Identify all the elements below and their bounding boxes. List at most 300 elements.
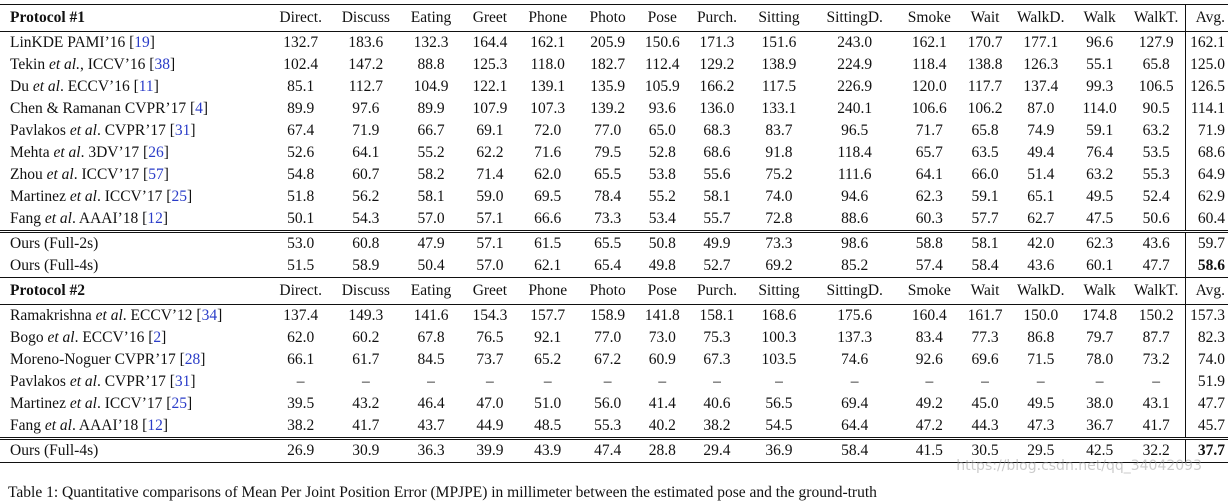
ours-row — [0, 232, 1228, 256]
protocol2-column-header: Photo — [578, 278, 637, 305]
error-value: 85.2 — [841, 257, 869, 274]
method-bracket: ] — [186, 395, 193, 412]
method-venue: . AAAI’18 [ — [72, 417, 148, 434]
method-text: Tekin — [10, 56, 49, 73]
average-value: 62.9 — [1186, 186, 1228, 208]
error-value: – — [925, 373, 934, 390]
error-value: 224.9 — [837, 56, 873, 73]
method-bracket: ] — [163, 144, 169, 161]
error-value: 106.6 — [911, 100, 947, 117]
error-value: 137.4 — [1023, 78, 1059, 95]
error-value: 73.0 — [648, 329, 676, 346]
error-value: 240.1 — [837, 100, 873, 117]
error-value: 84.5 — [417, 351, 445, 368]
error-value: 51.0 — [534, 395, 562, 412]
table-row — [0, 120, 1228, 142]
error-value: 139.2 — [590, 100, 626, 117]
error-value: 44.9 — [476, 417, 504, 434]
error-value: 106.5 — [1138, 78, 1174, 95]
average-value: 114.1 — [1186, 98, 1228, 120]
error-value: 92.6 — [915, 351, 943, 368]
error-value: 61.5 — [517, 232, 578, 256]
error-value: 138.9 — [761, 56, 797, 73]
method-name — [0, 415, 269, 439]
error-value: 104.9 — [413, 78, 449, 95]
method-et-al: et al — [53, 144, 81, 161]
error-value: – — [1095, 373, 1104, 390]
method-text: Moreno-Noguer CVPR’17 [ — [10, 351, 185, 368]
method-bracket: ] — [162, 210, 169, 227]
protocol1-title: Protocol #1 — [0, 5, 269, 32]
error-value: 141.8 — [637, 305, 687, 328]
method-et-al: et al — [69, 122, 97, 139]
method-name — [0, 349, 269, 371]
error-value: 132.3 — [400, 32, 463, 55]
error-value: 65.8 — [1142, 56, 1170, 73]
method-venue: . ICCV’17 [ — [73, 166, 149, 183]
average-value: 59.7 — [1186, 232, 1228, 256]
error-value: 117.5 — [761, 78, 797, 95]
error-value: 62.3 — [1072, 232, 1127, 256]
method-text: Ramakrishna — [10, 307, 96, 324]
error-value: 54.5 — [765, 417, 793, 434]
protocol2-column-header: Purch. — [688, 278, 747, 305]
error-value: 77.0 — [594, 122, 622, 139]
error-value: 138.8 — [967, 56, 1003, 73]
error-value: 42.5 — [1072, 439, 1127, 463]
error-value: 71.4 — [476, 166, 504, 183]
error-value: 51.5 — [287, 257, 315, 274]
error-value: 51.4 — [1027, 166, 1055, 183]
protocol2-column-header: WalkD. — [1009, 278, 1072, 305]
error-value: 136.0 — [699, 100, 735, 117]
protocol1-column-header: WalkT. — [1127, 5, 1186, 32]
method-et-al: et al — [32, 78, 60, 95]
error-value: 72.0 — [534, 122, 562, 139]
error-value: 68.6 — [703, 144, 731, 161]
error-value: 175.6 — [812, 305, 898, 328]
error-value: 106.2 — [967, 100, 1003, 117]
error-value: 126.3 — [1023, 56, 1059, 73]
error-value: – — [361, 373, 370, 390]
table-row — [0, 32, 1228, 55]
error-value: 45.0 — [971, 395, 999, 412]
method-text: Fang — [10, 417, 45, 434]
method-text: Mehta — [10, 144, 54, 161]
protocol1-column-header: Avg. — [1186, 5, 1228, 32]
error-value: 92.1 — [534, 329, 562, 346]
error-value: 63.2 — [1142, 122, 1170, 139]
error-value: 91.8 — [765, 144, 793, 161]
average-value: 157.3 — [1186, 305, 1228, 328]
error-value: 60.1 — [1086, 257, 1114, 274]
error-value: 62.0 — [287, 329, 315, 346]
citation-link[interactable]: 2 — [153, 329, 162, 346]
error-value: 62.3 — [915, 188, 943, 205]
protocol1-column-header: Pose — [637, 5, 687, 32]
table-row — [0, 415, 1228, 439]
citation-link[interactable]: 57 — [148, 166, 164, 183]
error-value: 44.3 — [971, 417, 999, 434]
error-value: 52.8 — [648, 144, 676, 161]
error-value: 117.7 — [967, 78, 1003, 95]
error-value: 55.6 — [703, 166, 731, 183]
error-value: 93.6 — [648, 100, 676, 117]
citation-link[interactable]: 25 — [171, 188, 187, 205]
citation-link[interactable]: 34 — [201, 307, 218, 324]
error-value: 57.1 — [463, 232, 518, 256]
method-name — [0, 142, 269, 164]
error-value: 168.6 — [746, 305, 811, 328]
citation-link[interactable]: 38 — [154, 56, 170, 73]
method-et-al: et al — [47, 329, 75, 346]
error-value: 120.0 — [911, 78, 947, 95]
method-bracket: ] — [202, 100, 209, 117]
error-value: 52.4 — [1142, 188, 1170, 205]
error-value: 150.2 — [1127, 305, 1186, 328]
error-value: 87.7 — [1142, 329, 1170, 346]
error-value: 42.0 — [1009, 232, 1072, 256]
error-value: 65.5 — [578, 232, 637, 256]
error-value: 64.4 — [841, 417, 869, 434]
error-value: 79.7 — [1086, 329, 1114, 346]
average-value: 37.7 — [1186, 439, 1228, 463]
error-value: 226.9 — [837, 78, 873, 95]
error-value: 55.2 — [648, 188, 676, 205]
protocol1-column-header: Direct. — [269, 5, 332, 32]
citation-link[interactable]: 25 — [171, 395, 187, 412]
error-value: 83.7 — [765, 122, 793, 139]
protocol1-column-header: Phone — [517, 5, 578, 32]
average-value: 60.4 — [1186, 208, 1228, 232]
method-bracket: ] — [186, 188, 193, 205]
method-bracket: ] — [162, 417, 169, 434]
error-value: – — [427, 373, 435, 390]
error-value: 43.9 — [517, 439, 578, 463]
error-value: 68.3 — [703, 122, 731, 139]
error-value: 66.1 — [287, 351, 315, 368]
error-value: 100.3 — [761, 329, 797, 346]
error-value: 170.7 — [961, 32, 1009, 55]
error-value: 76.5 — [476, 329, 504, 346]
error-value: 74.6 — [841, 351, 869, 368]
method-et-al: et al — [46, 166, 74, 183]
error-value: 62.1 — [534, 257, 562, 274]
error-value: 47.7 — [1142, 257, 1170, 274]
method-venue: . 3DV’17 [ — [80, 144, 149, 161]
method-text: Pavlakos — [10, 122, 70, 139]
method-name — [0, 371, 269, 393]
table-row — [0, 164, 1228, 186]
error-value: 127.9 — [1127, 32, 1186, 55]
error-value: 96.5 — [841, 122, 869, 139]
citation-link[interactable]: 12 — [147, 417, 163, 434]
error-value: 50.8 — [637, 232, 687, 256]
method-name — [0, 208, 269, 232]
average-value: 64.9 — [1186, 164, 1228, 186]
error-value: 30.5 — [961, 439, 1009, 463]
error-value: 46.4 — [417, 395, 445, 412]
error-value: 65.7 — [915, 144, 943, 161]
ours-row — [0, 255, 1228, 278]
method-name: Ours (Full-2s) — [0, 232, 269, 256]
error-value: 63.5 — [971, 144, 999, 161]
error-value: 65.1 — [1027, 188, 1055, 205]
error-value: 76.4 — [1086, 144, 1114, 161]
error-value: 147.2 — [348, 56, 384, 73]
error-value: 112.7 — [348, 78, 384, 95]
error-value: 65.5 — [594, 166, 622, 183]
error-value: 114.0 — [1082, 100, 1117, 117]
error-value: 171.3 — [688, 32, 747, 55]
error-value: 49.2 — [915, 395, 943, 412]
error-value: 60.7 — [352, 166, 380, 183]
error-value: 73.7 — [476, 351, 504, 368]
error-value: 49.9 — [688, 232, 747, 256]
error-value: 182.7 — [590, 56, 626, 73]
method-name — [0, 76, 269, 98]
protocol2-column-header: Eating — [400, 278, 463, 305]
error-value: 174.8 — [1072, 305, 1127, 328]
error-value: 154.3 — [463, 305, 518, 328]
citation-link[interactable]: 26 — [148, 144, 164, 161]
error-value: 99.3 — [1086, 78, 1114, 95]
citation-link[interactable]: 19 — [134, 34, 150, 51]
method-et-al: et al. — [48, 56, 80, 73]
average-value: 71.9 — [1186, 120, 1228, 142]
protocol1-header-row — [0, 5, 1228, 32]
error-value: 60.8 — [332, 232, 399, 256]
method-name — [0, 393, 269, 415]
error-value: 53.8 — [648, 166, 676, 183]
method-name — [0, 164, 269, 186]
error-value: 49.5 — [1086, 188, 1114, 205]
table-caption: Table 1: Quantitative comparisons of Mean Per Joint Position Error (MPJPE) in millimeter between the estimated pose and the ground-truth — [8, 484, 877, 501]
method-text: Zhou — [10, 166, 47, 183]
error-value: 107.3 — [530, 100, 566, 117]
protocol2-column-header: Phone — [517, 278, 578, 305]
error-value: 73.3 — [746, 232, 811, 256]
protocol1-column-header: Wait — [961, 5, 1009, 32]
error-value: 52.6 — [287, 144, 315, 161]
average-value: 162.1 — [1186, 32, 1228, 55]
error-value: 88.6 — [841, 210, 869, 227]
citation-link[interactable]: 11 — [138, 78, 154, 95]
method-bracket: ] — [190, 122, 196, 139]
protocol2-column-header: Direct. — [269, 278, 332, 305]
error-value: 47.2 — [915, 417, 943, 434]
error-value: 43.2 — [352, 395, 380, 412]
table-row — [0, 208, 1228, 232]
error-value: 118.0 — [530, 56, 565, 73]
citation-link[interactable]: 4 — [195, 100, 203, 117]
error-value: 55.2 — [417, 144, 445, 161]
table-row — [0, 142, 1228, 164]
error-value: 67.2 — [594, 351, 622, 368]
error-value: 86.8 — [1027, 329, 1055, 346]
error-value: 53.5 — [1142, 144, 1170, 161]
error-value: 36.3 — [400, 439, 463, 463]
error-value: 43.6 — [1027, 257, 1055, 274]
error-value: 64.1 — [915, 166, 943, 183]
method-venue: . CVPR’17 [ — [96, 122, 175, 139]
error-value: 71.7 — [915, 122, 943, 139]
error-value: 58.1 — [417, 188, 445, 205]
error-value: 47.0 — [476, 395, 504, 412]
error-value: 118.4 — [837, 144, 872, 161]
ours-row — [0, 439, 1228, 463]
method-name — [0, 98, 269, 120]
error-value: 149.3 — [332, 305, 399, 328]
protocol2-column-header: Avg. — [1186, 278, 1228, 305]
method-name: Ours (Full-4s) — [10, 257, 99, 274]
citation-link[interactable]: 12 — [147, 210, 163, 227]
error-value: 90.5 — [1142, 100, 1170, 117]
citation-link[interactable]: 31 — [174, 122, 191, 139]
error-value: 36.7 — [1086, 417, 1114, 434]
error-value: 40.6 — [703, 395, 731, 412]
error-value: 63.2 — [1086, 166, 1114, 183]
table-row — [0, 76, 1228, 98]
error-value: 38.2 — [703, 417, 731, 434]
error-value: 53.4 — [648, 210, 676, 227]
protocol1-column-header: Greet — [463, 5, 518, 32]
protocol1-column-header: WalkD. — [1009, 5, 1072, 32]
error-value: 150.6 — [637, 32, 687, 55]
average-value: 126.5 — [1186, 76, 1228, 98]
method-et-al: et al — [69, 373, 97, 390]
error-value: 56.0 — [594, 395, 622, 412]
error-value: 59.1 — [1086, 122, 1114, 139]
method-bracket: ] — [217, 307, 223, 324]
protocol2-column-header: WalkT. — [1127, 278, 1186, 305]
error-value: 73.2 — [1142, 351, 1170, 368]
method-bracket: ] — [169, 56, 176, 73]
average-value: 58.6 — [1186, 255, 1228, 278]
method-text: Chen & Ramanan CVPR’17 [ — [10, 100, 196, 117]
protocol1-column-header: Smoke — [898, 5, 961, 32]
method-et-al: et al — [69, 188, 97, 205]
error-value: 150.0 — [1009, 305, 1072, 328]
protocol2-column-header: Pose — [637, 278, 687, 305]
error-value: 74.0 — [765, 188, 793, 205]
method-name — [0, 32, 269, 55]
error-value: 89.9 — [417, 100, 445, 117]
error-value: 41.7 — [1142, 417, 1170, 434]
error-value: 60.9 — [648, 351, 676, 368]
error-value: 157.7 — [517, 305, 578, 328]
error-value: 69.5 — [534, 188, 562, 205]
error-value: 41.7 — [352, 417, 380, 434]
error-value: 102.4 — [283, 56, 319, 73]
error-value: 43.7 — [417, 417, 445, 434]
error-value: 58.4 — [971, 257, 999, 274]
error-value: 65.4 — [594, 257, 622, 274]
error-value: 137.4 — [269, 305, 332, 328]
error-value: 71.9 — [352, 122, 380, 139]
method-name — [0, 120, 269, 142]
protocol1-column-header: Purch. — [688, 5, 747, 32]
error-value: 139.1 — [530, 78, 566, 95]
method-text: Du — [10, 78, 33, 95]
watermark: https://blog.csdn.net/qq_34042093 — [956, 458, 1202, 474]
error-value: 57.0 — [417, 210, 445, 227]
error-value: 67.3 — [703, 351, 731, 368]
error-value: 57.4 — [915, 257, 943, 274]
method-text: Martinez — [10, 395, 70, 412]
error-value: 58.4 — [812, 439, 898, 463]
error-value: 87.0 — [1027, 100, 1055, 117]
error-value: 67.8 — [417, 329, 445, 346]
method-bracket: ] — [149, 34, 155, 51]
error-value: 49.5 — [1027, 395, 1055, 412]
citation-link[interactable]: 28 — [184, 351, 201, 368]
error-value: 177.1 — [1009, 32, 1072, 55]
error-value: 53.0 — [269, 232, 332, 256]
error-value: 59.0 — [476, 188, 504, 205]
average-value: 74.0 — [1186, 349, 1228, 371]
method-text: Bogo — [10, 329, 48, 346]
error-value: 96.6 — [1072, 32, 1127, 55]
protocol2-column-header: Walk — [1072, 278, 1127, 305]
method-bracket: ] — [163, 166, 169, 183]
error-value: 69.6 — [971, 351, 999, 368]
error-value: 28.8 — [637, 439, 687, 463]
error-value: 137.3 — [837, 329, 873, 346]
error-value: 118.4 — [912, 56, 947, 73]
protocol2-title: Protocol #2 — [0, 278, 269, 305]
error-value: 59.1 — [971, 188, 999, 205]
error-value: 166.2 — [699, 78, 735, 95]
protocol2-column-header: Smoke — [898, 278, 961, 305]
error-value: 50.1 — [287, 210, 315, 227]
method-venue: . ECCV’16 [ — [59, 78, 139, 95]
protocol1-column-header: Discuss — [332, 5, 399, 32]
error-value: 112.4 — [645, 56, 680, 73]
table-row — [0, 186, 1228, 208]
error-value: 58.1 — [961, 232, 1009, 256]
error-value: 56.2 — [352, 188, 380, 205]
protocol2-column-header: Discuss — [332, 278, 399, 305]
error-value: – — [658, 373, 667, 390]
error-value: 135.9 — [590, 78, 626, 95]
error-value: 151.6 — [746, 32, 811, 55]
error-value: 47.3 — [1027, 417, 1055, 434]
error-value: 38.2 — [287, 417, 315, 434]
error-value: 47.4 — [578, 439, 637, 463]
error-value: 160.4 — [898, 305, 961, 328]
error-value: 71.5 — [1027, 351, 1055, 368]
protocol2-header-row — [0, 278, 1228, 305]
error-value: – — [296, 373, 305, 390]
citation-link[interactable]: 31 — [174, 373, 191, 390]
table-row — [0, 393, 1228, 415]
error-value: 69.2 — [765, 257, 793, 274]
method-venue: , ICCV’16 [ — [79, 56, 155, 73]
table-row — [0, 327, 1228, 349]
error-value: 39.5 — [287, 395, 315, 412]
error-value: 85.1 — [287, 78, 315, 95]
protocol1-column-header: Photo — [578, 5, 637, 32]
error-value: 57.7 — [971, 210, 999, 227]
error-value: 52.7 — [703, 257, 731, 274]
error-value: 66.7 — [417, 122, 445, 139]
error-value: 43.1 — [1142, 395, 1170, 412]
method-venue: . ICCV’17 [ — [96, 395, 172, 412]
error-value: 54.8 — [287, 166, 315, 183]
error-value: 55.3 — [594, 417, 622, 434]
protocol1-column-header: SittingD. — [812, 5, 898, 32]
